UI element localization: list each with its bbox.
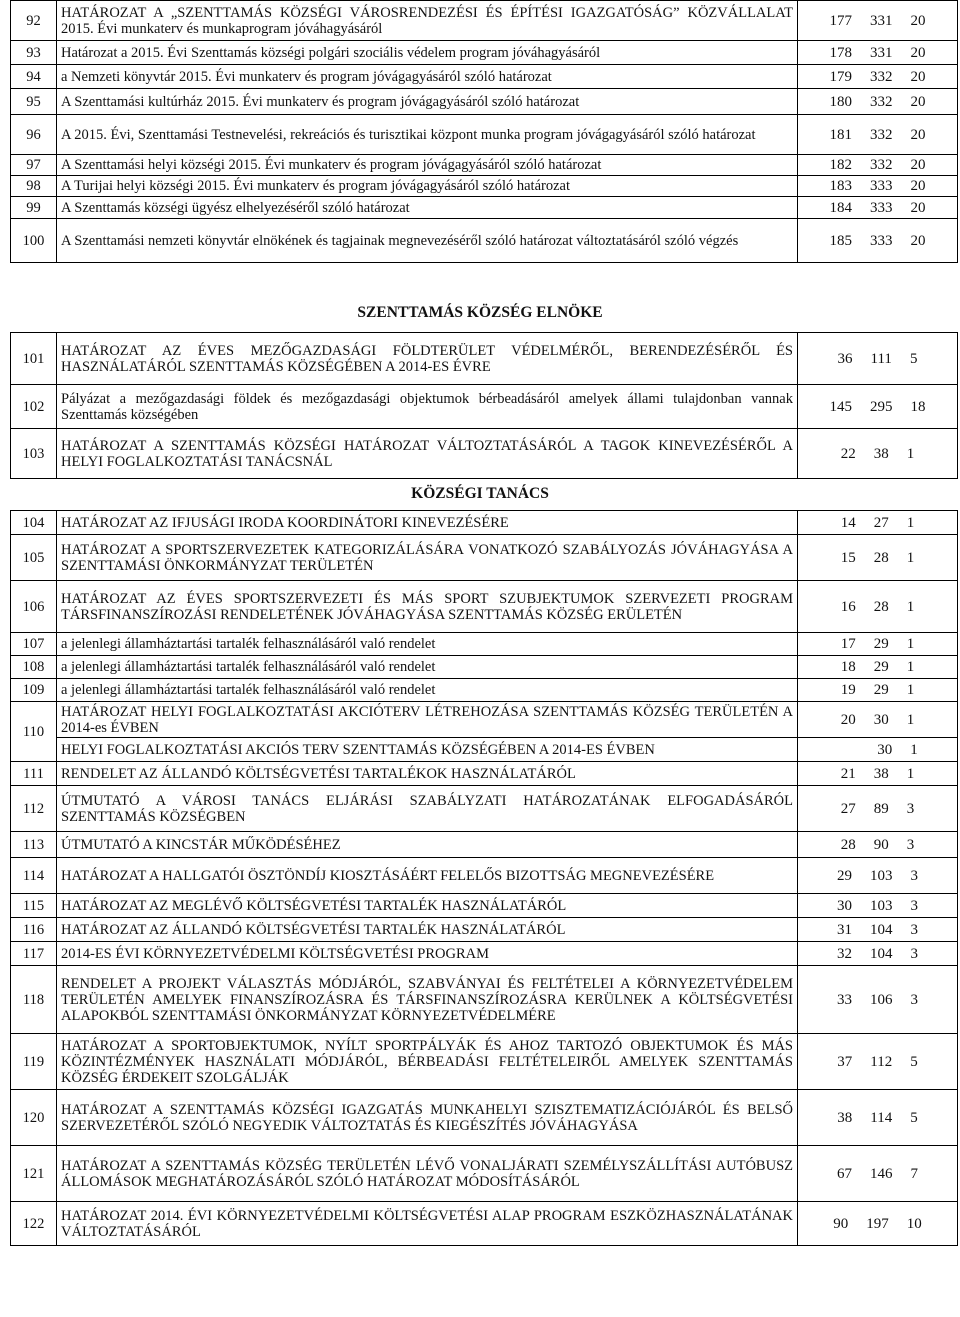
ref-b: 114 (870, 1109, 893, 1126)
ref-c: 1 (906, 598, 915, 615)
ref-b: 332 (870, 93, 893, 110)
entry-title: Határozat a 2015. Évi Szenttamás községi polgári szociális védelem program jóváhagyásáról (57, 41, 798, 65)
register-row (11, 176, 958, 197)
ref-c: 5 (910, 1053, 918, 1070)
register-row (11, 1090, 958, 1146)
ref-c: 5 (909, 350, 918, 367)
page-reference (798, 918, 958, 942)
entry-number: 110 (11, 702, 57, 762)
ref-a: 21 (840, 765, 856, 782)
entry-number: 98 (11, 176, 57, 197)
register-row (11, 762, 958, 786)
register-row (11, 511, 958, 535)
page-reference (798, 89, 958, 115)
ref-c: 20 (910, 232, 926, 249)
ref-b: 333 (870, 199, 893, 216)
register-row (11, 197, 958, 219)
ref-b: 90 (873, 836, 889, 853)
entry-title: HATÁROZAT A HALLGATÓI ÖSZTÖNDÍJ KIOSZTÁSÁÉRT FELELŐS BIZOTTSÁG MEGNEVEZÉSÉRE (57, 858, 798, 894)
page-reference (798, 786, 958, 832)
entry-number: 105 (11, 535, 57, 581)
ref-a: 185 (829, 232, 852, 249)
entry-number: 100 (11, 219, 57, 263)
register-row (11, 89, 958, 115)
page-reference (798, 894, 958, 918)
entry-title: a jelenlegi államháztartási tartalék felhasználásáról való rendelet (57, 679, 798, 702)
ref-c: 1 (906, 659, 915, 675)
register-table-tanacs (10, 510, 958, 1246)
ref-b: 38 (873, 765, 889, 782)
entry-number: 94 (11, 65, 57, 89)
entry-number: 112 (11, 786, 57, 832)
ref-b: 38 (873, 445, 889, 462)
page-reference (798, 702, 958, 738)
register-row (11, 219, 958, 263)
entry-title: RENDELET A PROJEKT VÁLASZTÁS MÓDJÁRÓL, SZABVÁNYAI ÉS FELTÉTELEI A KÖRNYEZETVÉDELEM TERÜLETÉN AMELYEK FINANSZÍROZÁSRA ÉS TÁRSFINANSZÍROZÁSRA KERÜLNEK A KÖLTSÉGVETÉSI ALAPOKBÓL SZENTTAMÁSI ÖNKORMÁNYZAT KÖRNYEZETVÉDELMÉRE (57, 966, 798, 1034)
entry-title: HELYI FOGLALKOZTATÁSI AKCIÓS TERV SZENTTAMÁS KÖZSÉGÉBEN A 2014-ES ÉVBEN (57, 738, 798, 762)
ref-a: 38 (837, 1109, 853, 1126)
page-reference (798, 65, 958, 89)
ref-c: 20 (910, 199, 926, 216)
entry-title: HATÁROZAT AZ IFJUSÁGI IRODA KOORDINÁTORI KINEVEZÉSÉRE (57, 511, 798, 535)
page-reference (798, 155, 958, 176)
ref-b: 29 (873, 682, 889, 698)
register-row (11, 966, 958, 1034)
ref-a: 33 (837, 991, 852, 1008)
section-heading-tanacs: KÖZSÉGI TANÁCS (411, 485, 549, 502)
ref-b: 27 (873, 514, 889, 531)
ref-c: 1 (906, 765, 915, 782)
entry-title: HATÁROZAT AZ ÉVES SPORTSZERVEZETI ÉS MÁS SPORT SZUBJEKTUMOK SZERVEZETI PROGRAM TÁRSFINANSZÍROZÁSI RENDELETÉNEK JÓVÁHAGYÁSA SZENTTAMÁS KÖZSÉG ERÜLETÉN (57, 581, 798, 633)
ref-a: 29 (837, 867, 852, 884)
register-row (11, 1034, 958, 1090)
register-row (11, 385, 958, 429)
page-reference (798, 429, 958, 479)
page-reference (798, 1090, 958, 1146)
ref-a: 22 (840, 445, 856, 462)
entry-title: RENDELET AZ ÁLLANDÓ KÖLTSÉGVETÉSI TARTALÉKOK HASZNÁLATÁRÓL (57, 762, 798, 786)
ref-a: 181 (829, 126, 852, 143)
entry-number: 101 (11, 333, 57, 385)
entry-number: 106 (11, 581, 57, 633)
page-reference (798, 633, 958, 656)
entry-number: 122 (11, 1202, 57, 1246)
section-heading-elnok: SZENTTAMÁS KÖZSÉG ELNÖKE (357, 304, 603, 321)
ref-b: 331 (870, 44, 893, 61)
entry-number: 109 (11, 679, 57, 702)
ref-c: 18 (910, 398, 926, 415)
entry-number: 114 (11, 858, 57, 894)
ref-b: 103 (870, 897, 893, 914)
ref-c: 7 (910, 1165, 918, 1182)
ref-c: 3 (906, 836, 915, 853)
register-row (11, 786, 958, 832)
ref-c: 3 (910, 867, 918, 884)
entry-number: 116 (11, 918, 57, 942)
ref-b: 332 (870, 68, 893, 85)
ref-b: 89 (873, 800, 889, 817)
ref-c: 20 (910, 44, 926, 61)
entry-number: 104 (11, 511, 57, 535)
ref-c: 1 (906, 549, 915, 566)
page-reference (798, 197, 958, 219)
entry-title: HATÁROZAT A SZENTTAMÁS KÖZSÉGI HATÁROZAT VÁLTOZTATÁSÁRÓL A TAGOK KINEVEZÉSÉRŐL A HELYI FOGLALKOZTATÁSI TANÁCSNÁL (57, 429, 798, 479)
page-reference (798, 581, 958, 633)
ref-b: 28 (873, 549, 889, 566)
ref-c: 3 (906, 800, 915, 817)
entry-number: 119 (11, 1034, 57, 1090)
ref-c: 10 (906, 1215, 922, 1232)
entry-number: 103 (11, 429, 57, 479)
register-row (11, 581, 958, 633)
page-reference (798, 858, 958, 894)
register-row (11, 1202, 958, 1246)
ref-a: 31 (837, 921, 852, 938)
ref-b: 112 (870, 1053, 893, 1070)
entry-title: HATÁROZAT AZ ÁLLANDÓ KÖLTSÉGVETÉSI TARTALÉK HASZNÁLATÁRÓL (57, 918, 798, 942)
page-reference (798, 41, 958, 65)
ref-b: 332 (870, 126, 893, 143)
ref-a: 182 (829, 157, 852, 173)
register-table-elnok (10, 332, 958, 479)
entry-title: ÚTMUTATÓ A VÁROSI TANÁCS ELJÁRÁSI SZABÁLYZATI HATÁROZATÁNAK ELFOGADÁSÁRÓL SZENTTAMÁS KÖZSÉGBEN (57, 786, 798, 832)
entry-number: 102 (11, 385, 57, 429)
entry-title: HATÁROZAT A SZENTTAMÁS KÖZSÉGI IGAZGATÁS MUNKAHELYI SZISZTEMATIZÁCIÓJÁRÓL ÉS BELSŐ SZERVEZETÉRŐL SZÓLÓ NEGYEDIK VÁLTOZTATÁS ÉS KIEGÉSZÍTÉS JÓVÁHAGYÁSA (57, 1090, 798, 1146)
ref-a: 28 (840, 836, 856, 853)
ref-c: 20 (910, 126, 926, 143)
register-row (11, 333, 958, 385)
ref-a: 90 (833, 1215, 849, 1232)
ref-c: 1 (910, 741, 918, 758)
ref-c: 20 (910, 68, 926, 85)
entry-title: A Szenttamási helyi községi 2015. Évi munkaterv és program jóvágagyásáról szóló határozat (57, 155, 798, 176)
entry-title: A Szenttamási kultúrház 2015. Évi munkaterv és program jóvágagyásáról szóló határozat (57, 89, 798, 115)
entry-number: 107 (11, 633, 57, 656)
page-reference (798, 832, 958, 858)
ref-a: 184 (829, 199, 852, 216)
register-row (11, 679, 958, 702)
page-reference (798, 1, 958, 41)
page-reference (798, 762, 958, 786)
register-row (11, 535, 958, 581)
register-row (11, 894, 958, 918)
ref-a: 30 (837, 897, 852, 914)
ref-c: 20 (910, 12, 926, 29)
ref-c: 5 (910, 1109, 918, 1126)
entry-title: HATÁROZAT A SPORTSZERVEZETEK KATEGORIZÁLÁSÁRA VONATKOZÓ SZABÁLYOZÁS JÓVÁHAGYÁSA A SZENTTAMÁSI ÖNKORMÁNYZAT TERÜLETÉN (57, 535, 798, 581)
ref-b: 29 (873, 636, 889, 652)
register-row (11, 155, 958, 176)
ref-a: 67 (837, 1165, 852, 1182)
entry-number: 99 (11, 197, 57, 219)
ref-a: 15 (840, 549, 856, 566)
ref-c: 20 (910, 178, 926, 194)
ref-c: 1 (906, 636, 915, 652)
ref-b: 103 (870, 867, 893, 884)
entry-number: 115 (11, 894, 57, 918)
page-reference (798, 385, 958, 429)
entry-title: a jelenlegi államháztartási tartalék felhasználásáról való rendelet (57, 656, 798, 679)
entry-title: A Szenttamás községi ügyész elhelyezéséről szóló határozat (57, 197, 798, 219)
ref-a: 17 (840, 636, 856, 652)
ref-c: 3 (910, 991, 918, 1008)
ref-b: 197 (866, 1215, 889, 1232)
ref-a: 16 (840, 598, 856, 615)
ref-a: 179 (829, 68, 852, 85)
register-row (11, 1, 958, 41)
register-table-top (10, 0, 958, 263)
ref-b: 333 (870, 232, 893, 249)
entry-title: a jelenlegi államháztartási tartalék felhasználásáról való rendelet (57, 633, 798, 656)
page-reference (798, 656, 958, 679)
ref-c: 3 (910, 897, 918, 914)
page-reference (798, 1146, 958, 1202)
page-reference (798, 1034, 958, 1090)
ref-b: 295 (870, 398, 893, 415)
ref-a: 180 (829, 93, 852, 110)
ref-c: 3 (910, 921, 918, 938)
register-row (11, 702, 958, 738)
entry-title: HATÁROZAT AZ MEGLÉVŐ KÖLTSÉGVETÉSI TARTALÉK HASZNÁLATÁRÓL (57, 894, 798, 918)
page-reference (798, 511, 958, 535)
page-reference (798, 1202, 958, 1246)
ref-b: 333 (870, 178, 893, 194)
ref-b: 331 (870, 12, 893, 29)
page-reference (798, 942, 958, 966)
entry-title: 2014-ES ÉVI KÖRNYEZETVÉDELMI KÖLTSÉGVETÉSI PROGRAM (57, 942, 798, 966)
entry-number: 97 (11, 155, 57, 176)
ref-b: 28 (873, 598, 889, 615)
entry-title: A Turijai helyi községi 2015. Évi munkaterv és program jóvágagyásáról szóló határozat (57, 176, 798, 197)
page-reference (798, 176, 958, 197)
ref-a: 19 (840, 682, 856, 698)
entry-number: 93 (11, 41, 57, 65)
entry-number: 120 (11, 1090, 57, 1146)
ref-b: 146 (870, 1165, 893, 1182)
register-row (11, 942, 958, 966)
ref-b: 30 (873, 711, 889, 728)
entry-number: 92 (11, 1, 57, 41)
register-row (11, 918, 958, 942)
register-row (11, 115, 958, 155)
ref-c: 1 (906, 711, 915, 728)
entry-title: A 2015. Évi, Szenttamási Testnevelési, rekreációs és turisztikai központ munka program jóvágagyásáról szóló határozat (57, 115, 798, 155)
entry-number: 121 (11, 1146, 57, 1202)
entry-title: HATÁROZAT A SZENTTAMÁS KÖZSÉG TERÜLETÉN LÉVŐ VONALJÁRATI SZEMÉLYSZÁLLÍTÁSI AUTÓBUSZ ÁLLOMÁSOK MEGHATÁROZÁSÁRÓL SZÓLÓ HATÁROZAT MÓDOSÍTÁSÁRÓL (57, 1146, 798, 1202)
ref-c: 20 (910, 157, 926, 173)
entry-number: 117 (11, 942, 57, 966)
register-row (11, 656, 958, 679)
entry-title: ÚTMUTATÓ A KINCSTÁR MŰKÖDÉSÉHEZ (57, 832, 798, 858)
ref-a: 178 (829, 44, 852, 61)
register-row (11, 633, 958, 656)
ref-b: 104 (870, 945, 893, 962)
ref-b: 111 (870, 350, 892, 367)
entry-number: 95 (11, 89, 57, 115)
entry-title: HATÁROZAT A „SZENTTAMÁS KÖZSÉGI VÁROSRENDEZÉSI ÉS ÉPÍTÉSI IGAZGATÓSÁG” KÖZVÁLLALAT 2015. Évi munkaterv és munkaprogram jóváhagyásáról (57, 1, 798, 41)
entry-number: 96 (11, 115, 57, 155)
ref-c: 1 (906, 445, 915, 462)
entry-number: 108 (11, 656, 57, 679)
ref-c: 3 (910, 945, 918, 962)
entry-title: HATÁROZAT AZ ÉVES MEZŐGAZDASÁGI FÖLDTERÜLET VÉDELMÉRŐL, BERENDEZÉSÉRŐL ÉS HASZNÁLATÁRÓL SZENTTAMÁS KÖZSÉGÉBEN A 2014-ES ÉVRE (57, 333, 798, 385)
page-reference (798, 219, 958, 263)
entry-title: a Nemzeti könyvtár 2015. Évi munkaterv és program jóvágagyásáról szóló határozat (57, 65, 798, 89)
page-reference (798, 115, 958, 155)
register-row (11, 429, 958, 479)
page-reference (798, 333, 958, 385)
ref-a: 36 (837, 350, 853, 367)
ref-b: 332 (870, 157, 893, 173)
register-row (11, 65, 958, 89)
ref-a: 27 (840, 800, 856, 817)
ref-a: 37 (837, 1053, 853, 1070)
ref-c: 1 (906, 682, 915, 698)
ref-b: 106 (870, 991, 893, 1008)
ref-a: 20 (840, 711, 856, 728)
ref-a: 177 (829, 12, 852, 29)
entry-title: A Szenttamási nemzeti könyvtár elnökének és tagjainak megnevezéséről szóló határozat változtatásáról szóló végzés (57, 219, 798, 263)
page-reference (798, 535, 958, 581)
entry-title: Pályázat a mezőgazdasági földek és mezőgazdasági objektumok bérbeadásáról amelyek állami tulajdonban vannak Szenttamás községében (57, 385, 798, 429)
ref-c: 20 (910, 93, 926, 110)
ref-b: 104 (870, 921, 893, 938)
register-row (11, 832, 958, 858)
ref-b: 30 (877, 741, 893, 758)
entry-number: 111 (11, 762, 57, 786)
entry-title: HATÁROZAT A SPORTOBJEKTUMOK, NYÍLT SPORTPÁLYÁK ÉS AHOZ TARTOZÓ OBJEKTUMOK ÉS MÁS KÖZINTÉZMÉNYEK HASZNÁLATI MÓDJÁRÓL, BÉRBEADÁSI FELTÉTELEIRŐL AMELYEK SZENTTAMÁS KÖZSÉG ÉRDEKEIT SZOLGÁLJÁK (57, 1034, 798, 1090)
entry-title: HATÁROZAT HELYI FOGLALKOZTATÁSI AKCIÓTERV LÉTREHOZÁSA SZENTTAMÁS KÖZSÉG TERÜLETÉN A 2014-es ÉVBEN (57, 702, 798, 738)
register-row (11, 41, 958, 65)
register-row (11, 858, 958, 894)
entry-number: 118 (11, 966, 57, 1034)
page-reference (798, 679, 958, 702)
register-row (11, 738, 958, 762)
ref-a: 14 (840, 514, 856, 531)
page-reference (798, 738, 958, 762)
register-row (11, 1146, 958, 1202)
ref-a: 145 (829, 398, 852, 415)
ref-a: 18 (840, 659, 856, 675)
entry-number: 113 (11, 832, 57, 858)
ref-c: 1 (906, 514, 915, 531)
ref-b: 29 (873, 659, 889, 675)
page-reference (798, 966, 958, 1034)
ref-a: 183 (829, 178, 852, 194)
entry-title: HATÁROZAT 2014. ÉVI KÖRNYEZETVÉDELMI KÖLTSÉGVETÉSI ALAP PROGRAM ESZKÖZHASZNÁLATÁNAK VÁLTOZTATÁSÁRÓL (57, 1202, 798, 1246)
ref-a: 32 (837, 945, 852, 962)
